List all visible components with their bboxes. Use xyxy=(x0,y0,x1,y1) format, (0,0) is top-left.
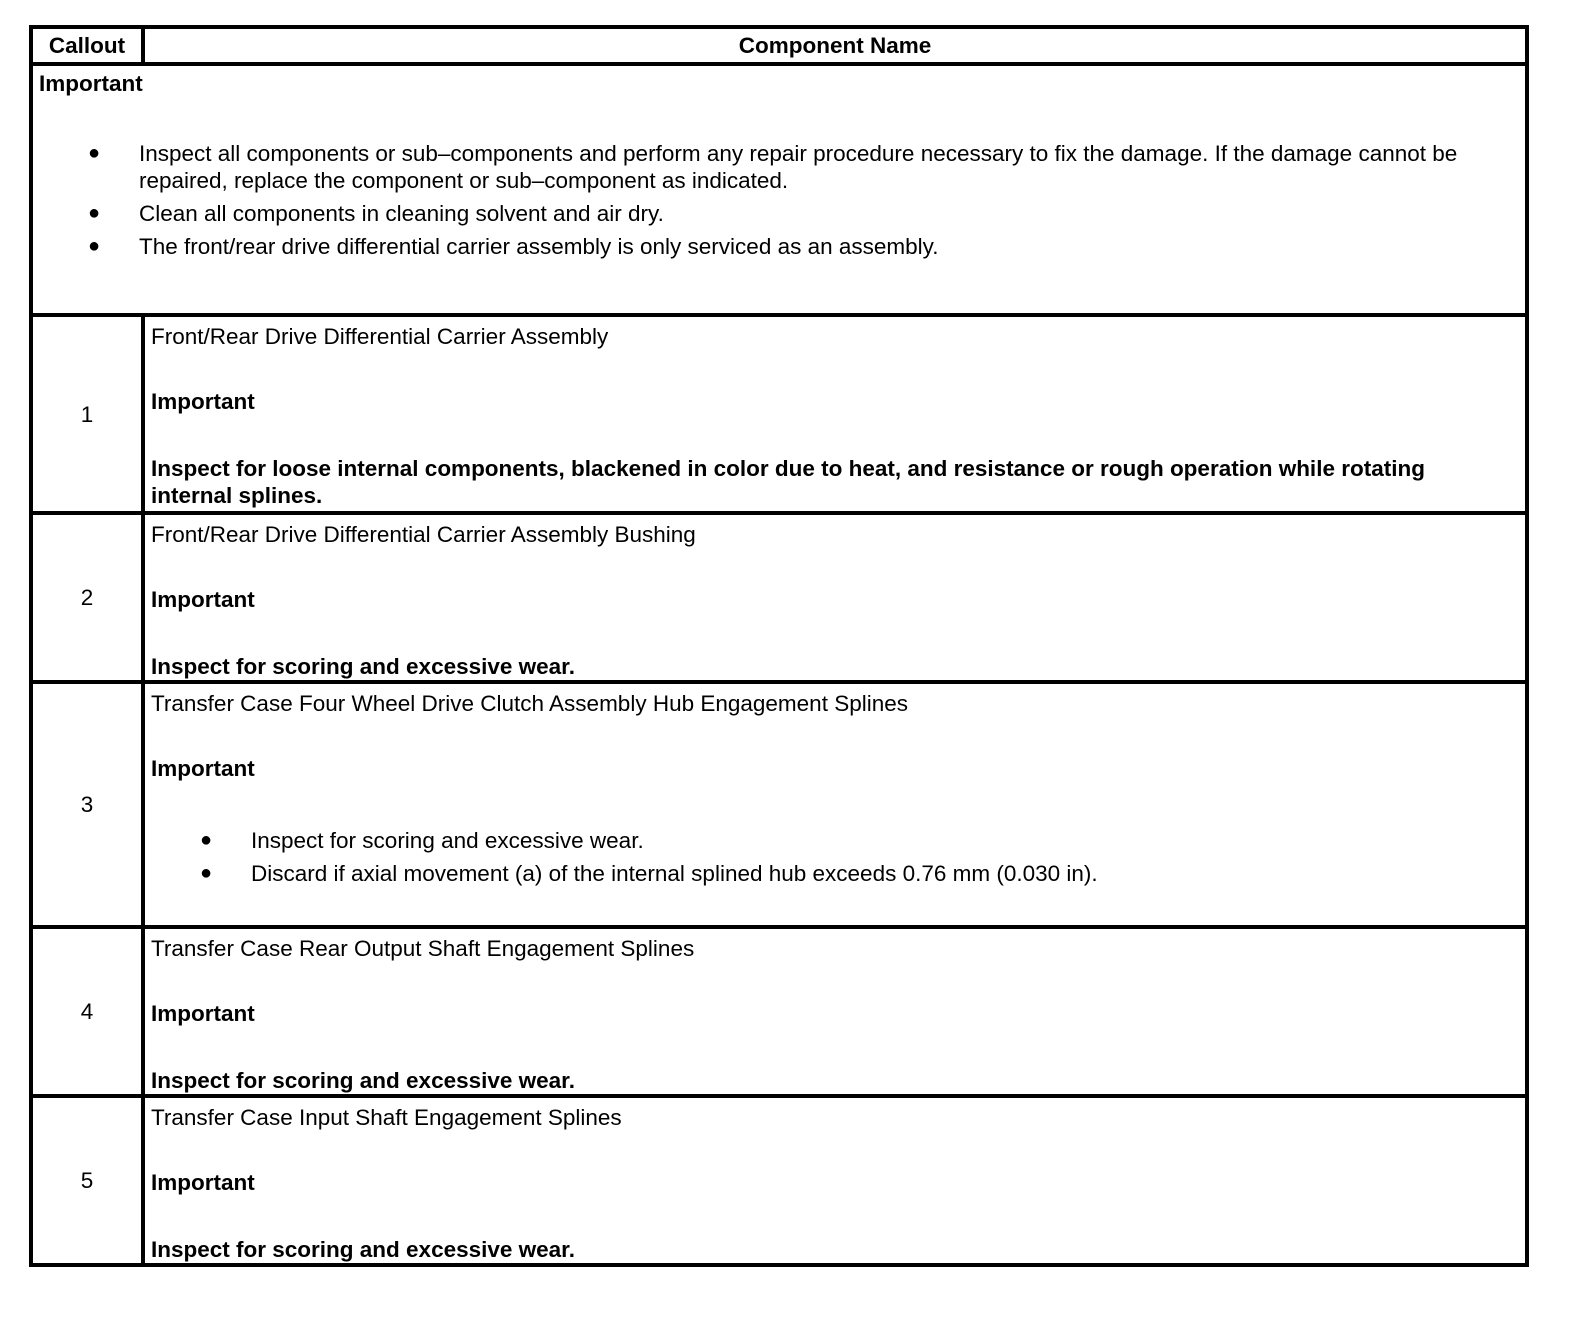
notice-item xyxy=(39,200,1519,227)
component-cell xyxy=(143,513,1527,682)
important-text: Inspect for scoring and excessive wear. xyxy=(151,1068,575,1093)
callout-number: 3 xyxy=(31,682,143,927)
callout-number: 4 xyxy=(31,927,143,1096)
notice-item-text: Clean all components in cleaning solvent and air dry. xyxy=(139,201,664,226)
important-text: Inspect for scoring and excessive wear. xyxy=(151,1237,575,1262)
notice-item xyxy=(39,140,1519,194)
bullet-icon: ● xyxy=(200,829,213,851)
component-cell xyxy=(143,927,1527,1096)
table-row xyxy=(31,682,1527,927)
important-label: Important xyxy=(151,756,255,781)
component-name: Front/Rear Drive Differential Carrier Assembly xyxy=(151,324,609,349)
important-text: Inspect for loose internal components, blackened in color due to heat, and resistance or rough operation while rotating internal splines. xyxy=(151,456,1425,508)
bullet-icon: ● xyxy=(88,235,101,257)
table-header-row xyxy=(31,27,1527,64)
table-row xyxy=(31,513,1527,682)
component-name: Transfer Case Four Wheel Drive Clutch Assembly Hub Engagement Splines xyxy=(151,691,908,716)
important-list-item xyxy=(151,860,1495,887)
callout-number: 1 xyxy=(31,315,143,513)
component-cell xyxy=(143,315,1527,513)
header-component-name: Component Name xyxy=(143,27,1527,64)
notice-item-text: Inspect all components or sub–components and perform any repair procedure necessary to fix the damage. If the damage cannot be repaired, replace the component or sub–component as indicated. xyxy=(139,141,1458,193)
component-name: Transfer Case Input Shaft Engagement Splines xyxy=(151,1105,622,1130)
bullet-icon: ● xyxy=(88,202,101,224)
header-callout: Callout xyxy=(31,27,143,64)
notice-item-text: The front/rear drive differential carrier assembly is only serviced as an assembly. xyxy=(139,234,939,259)
callout-number: 5 xyxy=(31,1096,143,1265)
table-row xyxy=(31,1096,1527,1265)
notice-title: Important xyxy=(39,71,143,96)
table-row xyxy=(31,927,1527,1096)
bullet-icon: ● xyxy=(200,862,213,884)
table-row xyxy=(31,315,1527,513)
bullet-icon: ● xyxy=(88,142,101,164)
component-table xyxy=(29,25,1529,1267)
notice-row xyxy=(31,64,1527,315)
notice-item xyxy=(39,233,1519,260)
callout-number: 2 xyxy=(31,513,143,682)
important-label: Important xyxy=(151,389,255,414)
important-label: Important xyxy=(151,587,255,612)
important-item-text: Discard if axial movement (a) of the internal splined hub exceeds 0.76 mm (0.030 in). xyxy=(251,861,1098,886)
important-label: Important xyxy=(151,1170,255,1195)
notice-list xyxy=(39,140,1519,260)
notice-cell xyxy=(31,64,1527,315)
important-list-item xyxy=(151,827,1495,854)
component-name: Transfer Case Rear Output Shaft Engagement Splines xyxy=(151,936,695,961)
component-name: Front/Rear Drive Differential Carrier Assembly Bushing xyxy=(151,522,696,547)
important-list xyxy=(151,827,1495,887)
component-cell xyxy=(143,1096,1527,1265)
important-label: Important xyxy=(151,1001,255,1026)
important-text: Inspect for scoring and excessive wear. xyxy=(151,654,575,679)
component-cell xyxy=(143,682,1527,927)
important-item-text: Inspect for scoring and excessive wear. xyxy=(251,828,644,853)
